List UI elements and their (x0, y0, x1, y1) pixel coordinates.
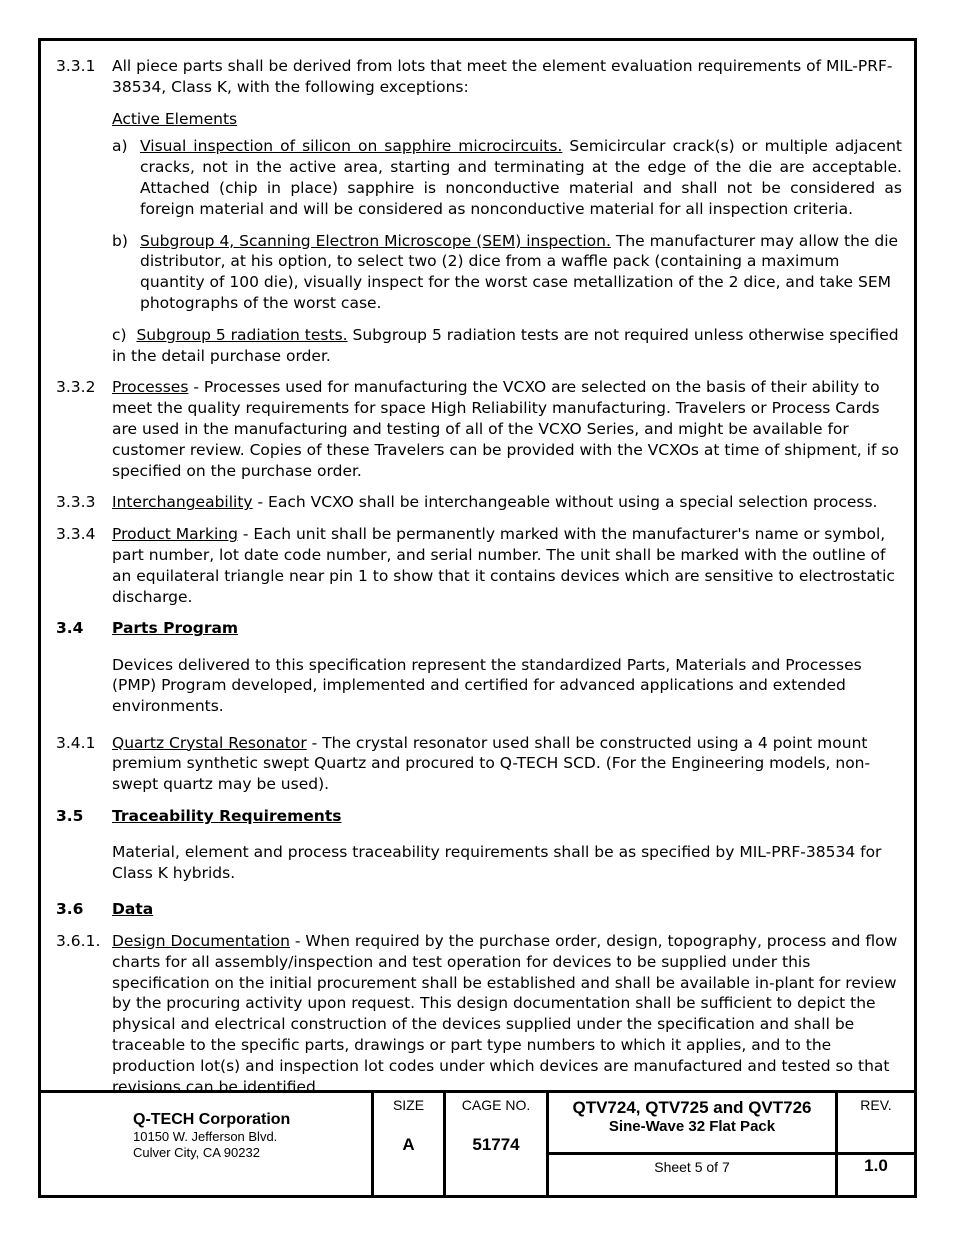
item-text: Subgroup 5 radiation tests are not required unless otherwise specified in the detail purchase order. (112, 325, 899, 365)
document-title: QTV724, QTV725 and QVT726 (572, 1098, 812, 1117)
company-name: Q-TECH Corporation (133, 1111, 291, 1128)
section-3-5 (56, 806, 902, 827)
section-3-6-1 (56, 931, 902, 1097)
cage-value: 51774 (472, 1135, 520, 1154)
section-3-4 (56, 618, 902, 639)
item-label: c) (112, 325, 127, 344)
document-body (56, 56, 902, 1108)
section-title: Product Marking (112, 525, 238, 544)
section-3-5-text (112, 842, 902, 884)
cage-label: CAGE NO. (461, 1097, 531, 1113)
section-number: 3.3.2 (56, 378, 96, 397)
section-3-3-4 (56, 524, 902, 607)
section-number: 3.3.3 (56, 493, 96, 512)
section-number: 3.4.1 (56, 733, 96, 752)
section-3-6 (56, 899, 902, 920)
title-block (41, 1090, 914, 1195)
item-text: The manufacturer may allow the die distributor, at his option, to select two (2) dice from a waffle pack (containing a maximum quantity of 100 die), visually inspect for the worst case metallization of the 2 dice, and take SEM photographs of the worst case. (140, 231, 899, 312)
item-title: Subgroup 5 radiation tests. (136, 325, 348, 344)
active-elements-block (112, 109, 902, 367)
section-title: Traceability Requirements (112, 806, 342, 825)
address-line-2: Culver City, CA 90232 (133, 1145, 260, 1160)
section-title: Design Documentation (112, 932, 290, 951)
address-line-1: 10150 W. Jefferson Blvd. (133, 1129, 278, 1144)
section-text: All piece parts shall be derived from lots that meet the element evaluation requirements of MIL-PRF-38534, Class K, with the following exceptions: (112, 57, 893, 96)
section-3-3-3 (56, 492, 902, 513)
item-b (112, 231, 902, 314)
item-title: Subgroup 4, Scanning Electron Microscope (SEM) inspection. (140, 231, 611, 250)
section-text: - When required by the purchase order, design, topography, process and flow charts for all assembly/inspection and test operation for devices to be supplied under this specification on the initial procurement shall be established and shall be available in-plant for review by the procuring activity upon request. This design documentation shall be sufficient to depict the physical and electrical construction of the devices supplied under the specification and shall be traceable to the specific parts, drawings or part type numbers to which it applies, and to the production lot(s) and inspection lot codes under which devices are manufactured and tested so that revisions can be identified. (112, 932, 898, 1096)
rev-label: REV. (860, 1097, 892, 1113)
section-3-4-1 (56, 733, 902, 795)
section-number: 3.3.1 (56, 57, 96, 75)
item-text: Semicircular crack(s) or multiple adjacent cracks, not in the active area, starting and terminating at the edge of the die are acceptable. Attached (chip in place) sapphire is nonconductive material and shall not be considered as foreign material and will be considered as nonconductive material for all inspection criteria. (140, 137, 902, 218)
size-value: A (402, 1135, 415, 1154)
section-number: 3.3.4 (56, 525, 96, 544)
section-title: Quartz Crystal Resonator (112, 733, 307, 752)
section-text: Material, element and process traceability requirements shall be as specified by MIL-PRF-38534 for Class K hybrids. (112, 843, 882, 882)
section-text: - Each VCXO shall be interchangeable without using a special selection process. (252, 493, 878, 512)
section-text: - Each unit shall be permanently marked with the manufacturer's name or symbol, part number, lot date code number, and serial number. The unit shall be marked with the outline of an equilateral triangle near pin 1 to show that it contains devices which are sensitive to electrostatic discharge. (112, 525, 895, 606)
section-title: Interchangeability (112, 493, 253, 512)
section-text: - Processes used for manufacturing the VCXO are selected on the basis of their ability to meet the quality requirements for space High Reliability manufacturing. Travelers or Process Cards are used in the manufacturing and testing of all of the VCXO Series, and might be available for customer review. Copies of these Travelers can be provided with the VCXOs at time of shipment, if so specified on the purchase order. (112, 378, 899, 480)
item-label: a) (112, 137, 128, 156)
section-3-4-text (112, 655, 902, 717)
section-number: 3.6 (56, 900, 84, 919)
section-number: 3.5 (56, 806, 84, 825)
divider (546, 1152, 914, 1155)
company-info (133, 1111, 290, 1161)
sheet-number: Sheet 5 of 7 (654, 1159, 730, 1175)
section-text: Devices delivered to this specification represent the standardized Parts, Materials and Processes (PMP) Program developed, implemented and certified for advanced applications and extended environments. (112, 655, 862, 716)
section-title: Parts Program (112, 619, 239, 638)
section-3-3-2 (56, 377, 902, 481)
section-title: Data (112, 900, 154, 919)
section-number: 3.6.1. (56, 932, 101, 951)
section-title: Processes (112, 378, 189, 397)
document-subtitle: Sine-Wave 32 Flat Pack (608, 1118, 776, 1135)
size-label: SIZE (392, 1097, 425, 1113)
item-c (112, 325, 902, 367)
section-3-3-1 (56, 56, 902, 98)
active-elements-heading: Active Elements (112, 109, 238, 128)
rev-value: 1.0 (864, 1156, 888, 1175)
section-text: - The crystal resonator used shall be constructed using a 4 point mount premium synthetic swept Quartz and procured to Q-TECH SCD. (For the Engineering models, non-swept quartz may be used). (112, 733, 871, 794)
section-number: 3.4 (56, 619, 84, 638)
item-label: b) (112, 231, 128, 250)
item-title: Visual inspection of silicon on sapphire microcircuits. (140, 137, 563, 156)
item-a (112, 136, 902, 219)
